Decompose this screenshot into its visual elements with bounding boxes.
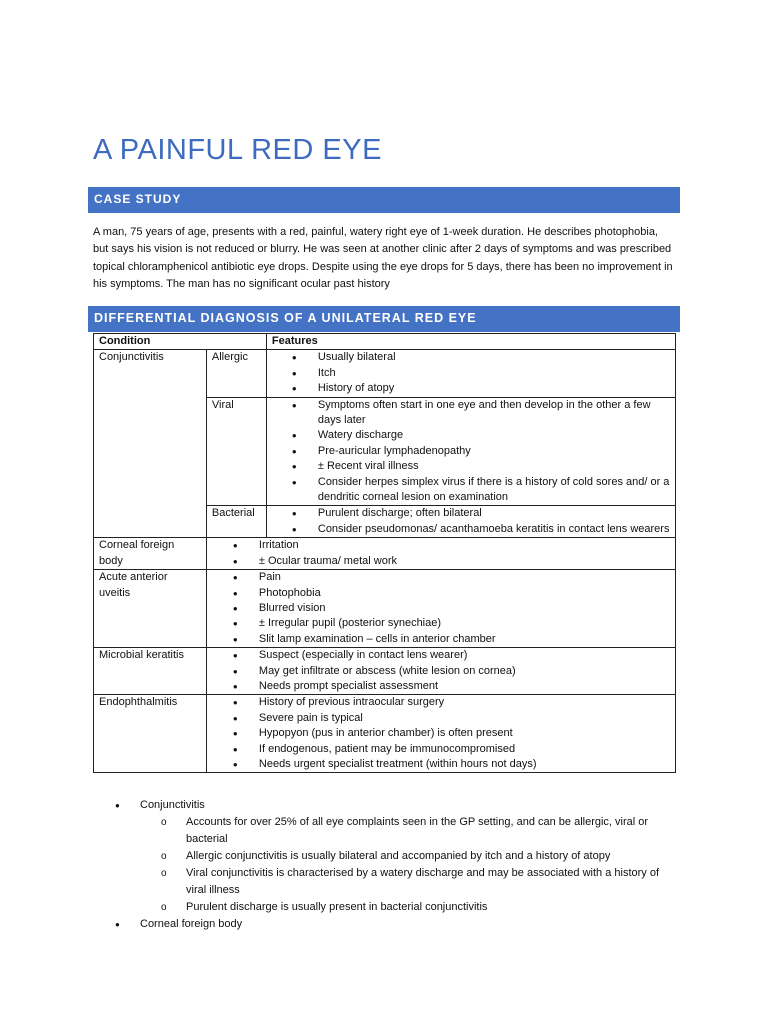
list-item: ● Photophobia [212, 586, 670, 601]
bullet-icon: ● [115, 920, 120, 929]
bullet-icon: ● [232, 603, 238, 613]
bullet-icon: ● [232, 759, 238, 769]
bullet-icon: ● [232, 651, 238, 661]
list-item: ● Blurred vision [212, 601, 670, 616]
list-item: ● ± Recent viral illness [272, 459, 670, 474]
list-item: ● Needs urgent specialist treatment (within hours not days) [212, 757, 670, 772]
condition-cell: Acute anterior uveitis [94, 570, 207, 648]
circle-bullet-icon: o [161, 817, 167, 828]
features-cell [206, 648, 675, 695]
features-cell [266, 397, 675, 506]
bullet-icon: ● [291, 368, 297, 378]
list-item: ● Needs prompt specialist assessment [212, 679, 670, 694]
list-item: ● Severe pain is typical [212, 711, 670, 726]
list-item: ● May get infiltrate or abscess (white lesion on cornea) [212, 664, 670, 679]
circle-bullet-icon: o [161, 851, 167, 862]
list-item: ● Slit lamp examination – cells in anterior chamber [212, 632, 670, 647]
ddx-table [93, 333, 676, 773]
list-item: ● History of atopy [272, 381, 670, 396]
bullet-icon: ● [232, 729, 238, 739]
features-cell [206, 695, 675, 773]
page-title: A PAINFUL RED EYE [93, 134, 382, 166]
list-item: ● Watery discharge [272, 428, 670, 443]
list-item: ● Conjunctivitis [93, 797, 673, 814]
list-item: ● Purulent discharge; often bilateral [272, 506, 670, 521]
condition-cell: Endophthalmitis [94, 695, 207, 773]
bullet-icon: ● [291, 431, 297, 441]
condition-header: Condition [94, 334, 267, 350]
bullet-icon: ● [291, 477, 297, 487]
bullet-icon: ● [115, 801, 120, 810]
subtype-cell: Bacterial [206, 506, 266, 538]
list-item: ● Pre-auricular lymphadenopathy [272, 444, 670, 459]
list-item: ● ± Ocular trauma/ metal work [212, 554, 670, 569]
subtype-cell: Allergic [206, 350, 266, 397]
bullet-icon: ● [232, 619, 238, 629]
list-item: ● Consider pseudomonas/ acanthamoeba keratitis in contact lens wearers [272, 522, 670, 537]
case-study-heading: CASE STUDY [88, 187, 680, 213]
features-cell [266, 506, 675, 538]
bullet-icon: ● [232, 588, 238, 598]
bullet-icon: ● [291, 400, 297, 410]
bullet-icon: ● [291, 353, 297, 363]
bullet-icon: ● [232, 556, 238, 566]
list-item: ● Irritation [212, 538, 670, 553]
subtype-cell: Viral [206, 397, 266, 506]
notes-outline [93, 797, 673, 933]
list-item: o Allergic conjunctivitis is usually bilateral and accompanied by itch and a history of atopy [93, 848, 673, 865]
list-item: ● Symptoms often start in one eye and then develop in the other a few days later [291, 398, 651, 427]
bullet-icon: ● [232, 681, 238, 691]
bullet-icon: ● [291, 524, 297, 534]
list-item: ● Hypopyon (pus in anterior chamber) is often present [212, 726, 670, 741]
bullet-icon: ● [232, 541, 238, 551]
bullet-icon: ● [291, 384, 297, 394]
condition-cell: Conjunctivitis [94, 350, 207, 538]
list-item: ● If endogenous, patient may be immunocompromised [212, 742, 670, 757]
list-item: ● Suspect (especially in contact lens wearer) [212, 648, 670, 663]
features-header: Features [266, 334, 675, 350]
ddx-heading: DIFFERENTIAL DIAGNOSIS OF A UNILATERAL RED EYE [88, 306, 680, 332]
list-item: ● ± Irregular pupil (posterior synechiae) [212, 616, 670, 631]
table-row [94, 570, 676, 648]
table-header-row [94, 334, 676, 350]
table-row [94, 695, 676, 773]
list-item: o Purulent discharge is usually present in bacterial conjunctivitis [93, 899, 673, 916]
bullet-icon: ● [232, 573, 238, 583]
circle-bullet-icon: o [161, 868, 167, 879]
table-row [94, 538, 676, 570]
list-item: ● Consider herpes simplex virus if there is a history of cold sores and/ or a dendritic corneal lesion on examination [291, 475, 670, 504]
condition-cell: Microbial keratitis [94, 648, 207, 695]
case-study-text: A man, 75 years of age, presents with a red, painful, watery right eye of 1-week duration. He describes photophobia, but says his vision is not reduced or blurry. He was seen at another clinic after 2 days of symptoms and was prescribed topical chloramphenicol antibiotic eye drops. Despite using the eye drops for 5 days, there has been no improvement in his symptoms. The man has no significant ocular past history [93, 226, 673, 291]
list-item: ● History of previous intraocular surgery [212, 695, 670, 710]
list-item: ● Pain [212, 570, 670, 585]
bullet-icon: ● [232, 666, 238, 676]
list-item: ● Corneal foreign body [93, 916, 673, 933]
features-cell [206, 570, 675, 648]
bullet-icon: ● [232, 698, 238, 708]
bullet-icon: ● [291, 446, 297, 456]
bullet-icon: ● [232, 744, 238, 754]
list-item: o Accounts for over 25% of all eye complaints seen in the GP setting, and can be allergic, viral or bacterial [161, 816, 649, 845]
table-row [94, 648, 676, 695]
list-item: ● Itch [272, 366, 670, 381]
bullet-icon: ● [232, 713, 238, 723]
bullet-icon: ● [291, 509, 297, 519]
features-cell [206, 538, 675, 570]
list-item: ● Usually bilateral [272, 350, 670, 365]
features-cell [266, 350, 675, 397]
bullet-icon: ● [291, 462, 297, 472]
bullet-icon: ● [232, 634, 238, 644]
circle-bullet-icon: o [161, 902, 167, 913]
condition-cell: Corneal foreign body [94, 538, 207, 570]
table-row [94, 350, 676, 397]
list-item: o Viral conjunctivitis is characterised by a watery discharge and may be associated with a history of viral illness [161, 867, 660, 896]
